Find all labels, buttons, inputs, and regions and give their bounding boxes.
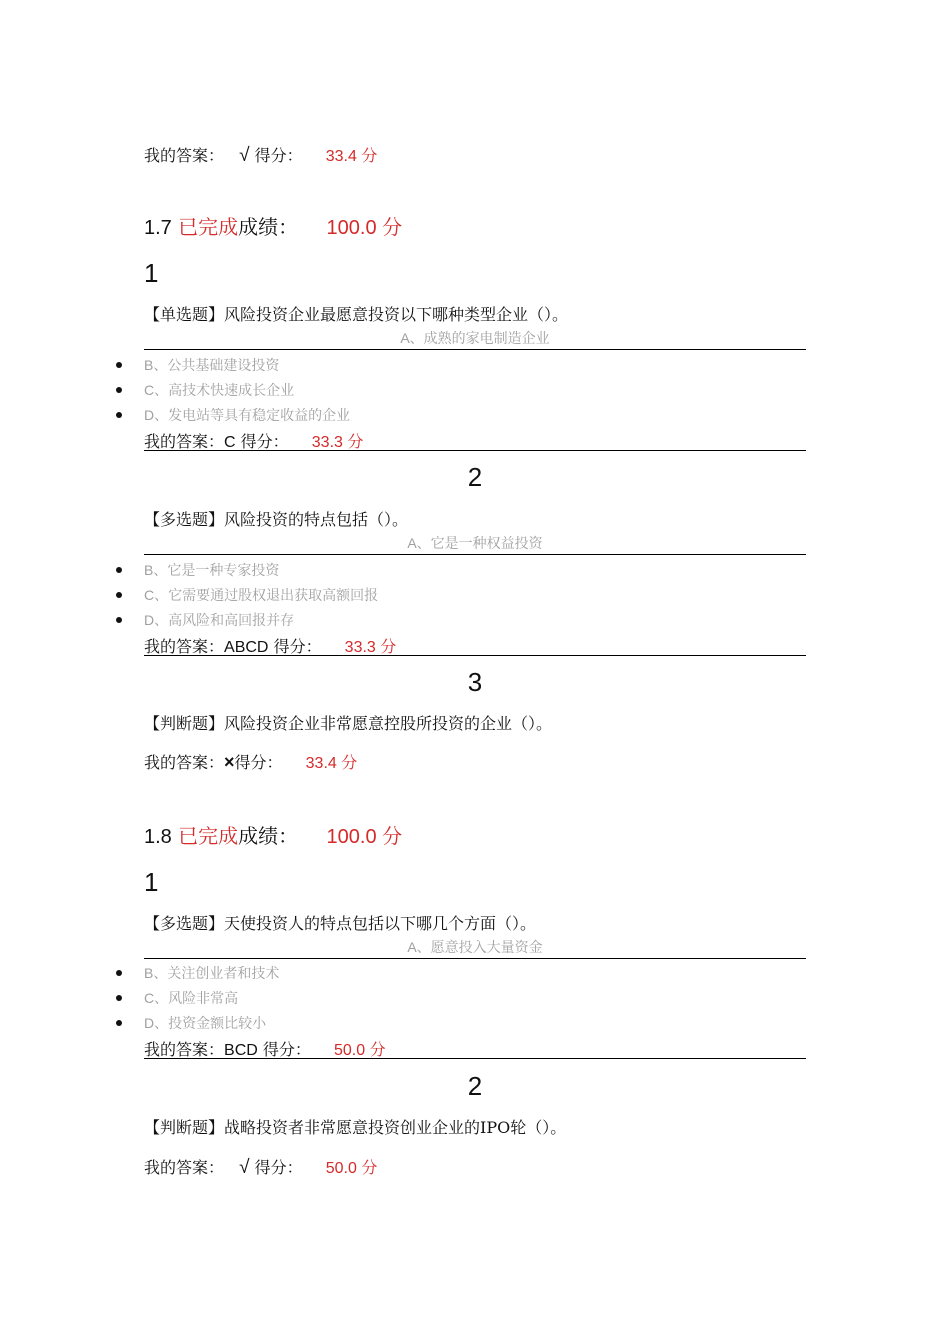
divider [144, 655, 806, 656]
bullet-icon [116, 617, 122, 623]
bullet-icon [116, 970, 122, 976]
bullet-icon [116, 592, 122, 598]
answer-label: 我的答案： [144, 146, 225, 165]
divider [144, 349, 806, 350]
score-value: 33.4 分 [305, 755, 358, 772]
score-label: 得分： [273, 637, 322, 656]
bullet-icon [116, 995, 122, 1001]
question-text: 【判断题】战略投资者非常愿意投资创业企业的IPO轮（）。 [144, 1118, 567, 1137]
status-badge: 已完成 [178, 215, 239, 239]
score-label: 得分： [254, 1158, 303, 1177]
answer-line [144, 143, 377, 167]
answer-line [144, 1155, 377, 1179]
score-value: 33.3 分 [344, 639, 397, 656]
grade-label: 成绩： [238, 824, 299, 848]
question-text: 【判断题】风险投资企业非常愿意控股所投资的企业（）。 [144, 714, 553, 733]
status-badge: 已完成 [178, 824, 239, 848]
section-total: 100.0 分 [326, 217, 403, 239]
answer-line [144, 429, 363, 452]
section-number: 1.8 [144, 826, 172, 848]
answer-value: C [224, 434, 236, 451]
grade-label: 成绩： [238, 215, 299, 239]
answer-label: 我的答案： [144, 432, 225, 451]
section-total: 100.0 分 [326, 826, 403, 848]
answer-line [144, 750, 357, 773]
score-label: 得分： [262, 1040, 311, 1059]
answer-label: 我的答案： [144, 1040, 225, 1059]
option-c: C、风险非常高 [144, 990, 239, 1007]
question-number: 2 [467, 1071, 483, 1101]
divider [144, 554, 806, 555]
option-b: B、关注创业者和技术 [144, 965, 280, 982]
question-number: 2 [467, 462, 483, 492]
option-b: B、它是一种专家投资 [144, 562, 280, 579]
question-number: 1 [144, 258, 159, 288]
score-label: 得分： [240, 432, 289, 451]
question-text: 【多选题】天使投资人的特点包括以下哪几个方面（）。 [144, 914, 537, 933]
score-value: 50.0 分 [334, 1042, 386, 1059]
question-text: 【多选题】风险投资的特点包括（）。 [144, 510, 409, 529]
answer-label: 我的答案： [144, 637, 225, 656]
question-number: 3 [467, 667, 483, 697]
score-value: 50.0 分 [325, 1160, 378, 1177]
option-d: D、高风险和高回报并存 [144, 612, 295, 629]
question-number: 1 [144, 867, 159, 897]
answer-label: 我的答案： [144, 753, 225, 772]
option-c: C、它需要通过股权退出获取高额回报 [144, 587, 379, 604]
divider [144, 450, 806, 451]
divider [144, 958, 806, 959]
bullet-icon [116, 1020, 122, 1026]
answer-line [144, 1037, 386, 1060]
option-a: A、成熟的家电制造企业 [400, 330, 550, 347]
option-a: A、愿意投入大量资金 [407, 939, 543, 956]
check-mark-icon: √ [239, 145, 250, 166]
score-label: 得分： [234, 753, 283, 772]
cross-mark-icon: × [224, 752, 235, 772]
section-number: 1.7 [144, 217, 172, 239]
option-a: A、它是一种权益投资 [407, 535, 543, 552]
score-label: 得分： [254, 146, 303, 165]
answer-line [144, 634, 396, 657]
option-d: D、投资金额比较小 [144, 1015, 267, 1032]
bullet-icon [116, 387, 122, 393]
option-d: D、发电站等具有稳定收益的企业 [144, 407, 351, 424]
option-c: C、高技术快速成长企业 [144, 382, 295, 399]
bullet-icon [116, 412, 122, 418]
check-mark-icon: √ [239, 1157, 250, 1178]
bullet-icon [116, 567, 122, 573]
divider [144, 1058, 806, 1059]
question-text: 【单选题】风险投资企业最愿意投资以下哪种类型企业（）。 [144, 305, 569, 324]
section-header [144, 820, 402, 849]
option-b: B、公共基础建设投资 [144, 357, 280, 374]
answer-value: BCD [224, 1042, 258, 1059]
answer-value: ABCD [224, 639, 269, 656]
section-header [144, 211, 402, 240]
score-value: 33.4 分 [325, 148, 378, 165]
answer-label: 我的答案： [144, 1158, 225, 1177]
bullet-icon [116, 362, 122, 368]
score-value: 33.3 分 [311, 434, 364, 451]
